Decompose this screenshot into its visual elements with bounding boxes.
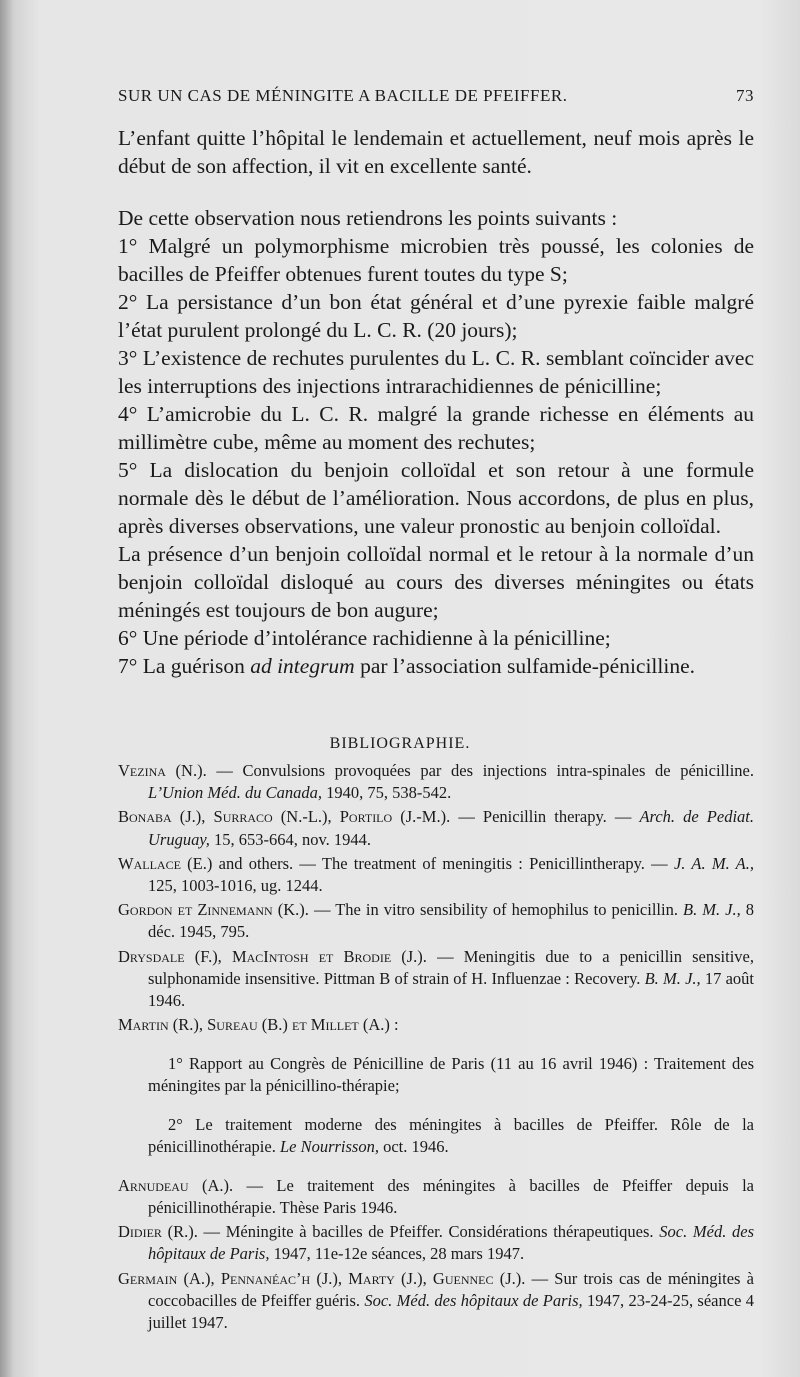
bib-entry	[118, 853, 754, 897]
bib-entry	[118, 1014, 754, 1036]
bib-entry	[118, 946, 754, 1013]
bib-tail: 17 août 1946.	[148, 968, 754, 1011]
bib-authors: Didier (R.).	[118, 1222, 198, 1242]
bibliography-title: BIBLIOGRAPHIE.	[329, 735, 471, 752]
bib-authors: Arnudeau (A.).	[118, 1175, 234, 1195]
bib-tail: 1947, 23-24-25, séance 4 juillet 1947.	[148, 1290, 754, 1332]
bib-subentry: 1° Rapport au Congrès de Pénicilline de Paris (11 au 16 avril 1946) : Traitement des méningites par la pénicillino-thérapie;	[148, 1053, 754, 1096]
bib-source: Le Nourrisson,	[279, 1137, 379, 1157]
bib-source: B. M. J.,	[682, 900, 741, 920]
bib-tail: 1940, 75, 538-542.	[322, 783, 452, 803]
bib-text: — Convulsions provoquées par des injections intra-spinales de pénicilline.	[206, 761, 754, 780]
list-item: 3° L’existence de rechutes purulentes du L. C. R. semblant coïncider avec les interruptions des injections intrarachidiennes de pénicilline;	[118, 346, 754, 398]
bib-entry	[118, 1221, 754, 1265]
bib-authors: Wallace (E.)	[118, 853, 213, 873]
bib-entry	[118, 899, 754, 943]
bib-source: Arch. de Pediat. Uruguay,	[148, 807, 755, 849]
list-item	[118, 652, 754, 680]
bib-text: — Sur trois cas de méningites à coccobacilles de Pfeiffer guéris.	[148, 1268, 754, 1310]
bib-entry	[118, 760, 754, 804]
italic-phrase: ad integrum	[250, 654, 355, 678]
paragraph: De cette observation nous retiendrons les points suivants :	[118, 206, 618, 230]
bib-entry	[118, 1268, 754, 1335]
list-item: La présence d’un benjoin colloïdal normal et le retour à la normale d’un benjoin colloïdal disloqué au cours des diverses méningites ou états méningés est toujours de bon augure;	[118, 542, 754, 622]
bib-subentry	[118, 1114, 754, 1158]
bib-authors: Vezina (N.).	[118, 761, 207, 780]
bib-text: and others. — The treatment of meningitis : Penicillintherapy. —	[212, 853, 674, 873]
bib-tail: 15, 653-664, nov. 1944.	[209, 829, 372, 849]
bibliography	[118, 760, 754, 1336]
bib-source: L’Union Méd. du Canada,	[148, 783, 323, 803]
text-run: par l’association sulfamide-pénicilline.	[354, 654, 696, 678]
list-item: 1° Malgré un polymorphisme microbien très poussé, les colonies de bacilles de Pfeiffer obtenues furent toutes du type S;	[118, 234, 754, 286]
list-item: 2° La persistance d’un bon état général et d’une pyrexie faible malgré l’état purulent prolongé du L. C. R. (20 jours);	[118, 290, 754, 342]
running-header	[118, 86, 754, 106]
bib-text: — The in vitro sensibility of hemophilus to penicillin.	[308, 900, 683, 920]
list-item: 5° La dislocation du benjoin colloïdal et son retour à une formule normale dès le début de l’amélioration. Nous accordons, de plus en plus, après diverses observations, une valeur pronostic au benjoin colloïdal.	[118, 458, 754, 538]
bib-authors: Martin (R.), Sureau (B.) et Millet (A.)	[118, 1015, 390, 1035]
bib-tail: 1947, 11e-12e séances, 28 mars 1947.	[269, 1244, 525, 1264]
running-title: SUR UN CAS DE MÉNINGITE A BACILLE DE PFEIFFER.	[118, 86, 568, 105]
bib-entry	[118, 806, 754, 850]
bib-tail: oct. 1946.	[378, 1137, 449, 1157]
text-run: 7° La guérison	[118, 654, 251, 678]
bib-text: — Méningite à bacilles de Pfeiffer. Considérations thérapeutiques.	[197, 1222, 660, 1242]
bib-authors: Gordon et Zinnemann (K.).	[118, 900, 309, 920]
page-number: 73	[736, 86, 754, 105]
bib-authors: Germain (A.), Pennanéac’h (J.), Marty (J.), Guennec (J.).	[118, 1268, 526, 1288]
main-text	[118, 124, 754, 680]
list-item: 4° L’amicrobie du L. C. R. malgré la grande richesse en éléments au millimètre cube, même au moment des rechutes;	[118, 402, 754, 454]
list-item: 6° Une période d’intolérance rachidienne à la pénicilline;	[118, 626, 611, 650]
bib-source: Soc. Méd. des hôpitaux de Paris,	[148, 1222, 755, 1264]
bib-text: — Penicillin therapy. —	[450, 807, 640, 827]
bib-tail: 125, 1003-1016, ug. 1244.	[148, 876, 323, 896]
bib-authors: Bonaba (J.), Surraco (N.-L.), Portilo (J.-M.).	[118, 807, 451, 827]
bib-text: :	[389, 1015, 399, 1035]
bib-tail: 8 déc. 1945, 795.	[148, 900, 754, 942]
bib-authors: Drysdale (F.), MacIntosh et Brodie (J.).	[118, 946, 427, 966]
paragraph: L’enfant quitte l’hôpital le lendemain et actuellement, neuf mois après le début de son affection, il vit en excellente santé.	[118, 126, 754, 178]
bib-text: 2° Le traitement moderne des méningites à bacilles de Pfeiffer. Rôle de la pénicillinothérapie.	[148, 1114, 754, 1157]
bib-entry	[118, 1175, 754, 1219]
bib-source: Soc. Méd. des hôpitaux de Paris,	[364, 1290, 583, 1310]
bib-source: B. M. J.,	[644, 968, 701, 988]
bib-source: J. A. M. A.,	[673, 853, 754, 873]
bib-text: — Meningitis due to a penicillin sensitive, sulphonamide insensitive. Pittman B of strain of H. Influenzae : Recovery.	[148, 946, 754, 988]
bib-text: — Le traitement des méningites à bacilles de Pfeiffer depuis la pénicillinothérapie. Thèse Paris 1946.	[148, 1175, 754, 1217]
